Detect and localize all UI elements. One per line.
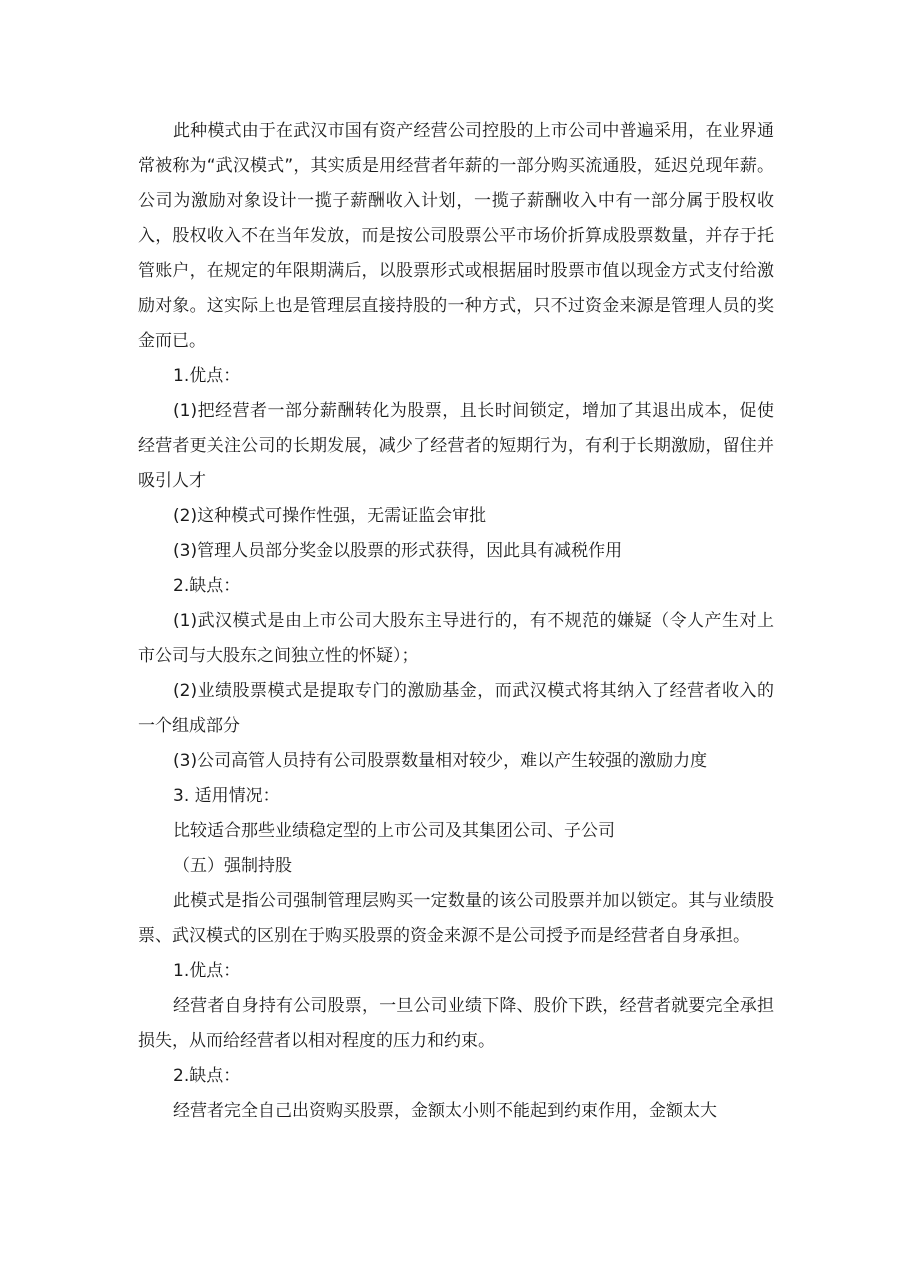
section-heading-mandatory-holding: （五）强制持股: [173, 856, 292, 876]
paragraph-applicability: 比较适合那些业绩稳定型的上市公司及其集团公司、子公司: [173, 821, 615, 841]
list-item-advantage-2: (2)这种模式可操作性强，无需证监会审批: [173, 506, 487, 526]
paragraph-wuhan-model-intro: 此种模式由于在武汉市国有资产经营公司控股的上市公司中普遍采用，在业界通常被称为“武汉模式”，其实质是用经营者年薪的一部分购买流通股，延迟兑现年薪。公司为激励对象设计一揽子薪酬收入计划，一揽子薪酬收入中有一部分属于股权收入，股权收入不在当年发放，而是按公司股票公平市场价折算成股票数量，并存于托管账户，在规定的年限期满后，以股票形式或根据届时股票市值以现金方式支付给激励对象。这实际上也是管理层直接持股的一种方式，只不过资金来源是管理人员的奖金而已。: [138, 121, 774, 351]
list-item-advantage-3: (3)管理人员部分奖金以股票的形式获得，因此具有减税作用: [173, 541, 623, 561]
paragraph-disadvantage-mandatory: 经营者完全自己出资购买股票，金额太小则不能起到约束作用，金额太大: [173, 1101, 717, 1121]
document-page: [138, 114, 774, 1129]
heading-disadvantages: 2.缺点：: [173, 576, 241, 596]
heading-advantages-2: 1.优点：: [173, 961, 241, 981]
paragraph-mandatory-holding-intro: 此模式是指公司强制管理层购买一定数量的该公司股票并加以锁定。其与业绩股票、武汉模式的区别在于购买股票的资金来源不是公司授予而是经营者自身承担。: [138, 891, 774, 946]
list-item-disadvantage-2: (2)业绩股票模式是提取专门的激励基金，而武汉模式将其纳入了经营者收入的一个组成部分: [138, 681, 774, 736]
heading-applicability: 3. 适用情况：: [173, 786, 280, 806]
heading-disadvantages-2: 2.缺点：: [173, 1066, 241, 1086]
list-item-advantage-1: (1)把经营者一部分薪酬转化为股票，且长时间锁定，增加了其退出成本，促使经营者更关注公司的长期发展，减少了经营者的短期行为，有利于长期激励，留住并吸引人才: [138, 401, 774, 491]
list-item-disadvantage-3: (3)公司高管人员持有公司股票数量相对较少，难以产生较强的激励力度: [173, 751, 708, 771]
heading-advantages: 1.优点：: [173, 366, 241, 386]
list-item-disadvantage-1: (1)武汉模式是由上市公司大股东主导进行的，有不规范的嫌疑（令人产生对上市公司与大股东之间独立性的怀疑）；: [138, 611, 774, 666]
paragraph-advantage-mandatory: 经营者自身持有公司股票，一旦公司业绩下降、股价下跌，经营者就要完全承担损失，从而给经营者以相对程度的压力和约束。: [138, 996, 774, 1051]
